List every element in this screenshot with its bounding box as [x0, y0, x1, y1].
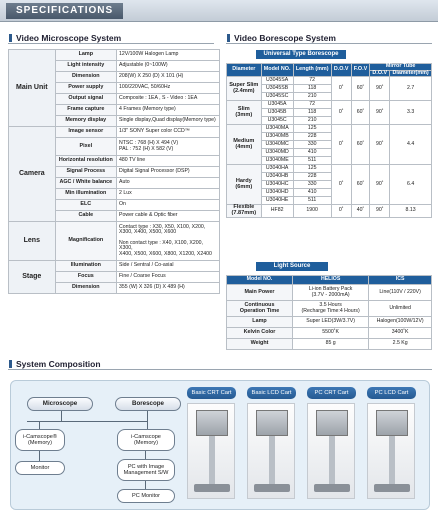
pc-lcd-cart-image — [367, 403, 415, 499]
borescope-mdia: 8.13 — [390, 205, 432, 218]
borescope-length: 228 — [293, 173, 331, 181]
borescope-dov: 0˚ — [331, 205, 351, 218]
light-value: Super LED(3W/3.7V) — [293, 317, 369, 328]
pc-monitor-box: PC Monitor — [117, 489, 175, 503]
borescope-diameter: Slim (3mm) — [227, 101, 262, 125]
light-value: 5500˚K — [293, 328, 369, 339]
light-row — [227, 339, 432, 350]
spec-value: Contact type : X30, X50, X100, X200, X300, X400, X500, X600 Non contact type : X40, X100, X200, X300, X400, X500, X600, X800, X1200, X2400 — [117, 222, 220, 261]
borescope-length: 210 — [293, 93, 331, 101]
spec-value: Single display,Quad display(Memory type) — [117, 116, 220, 127]
spec-value: 100/220VAC, 50/60Hz — [117, 83, 220, 94]
spec-value: 355 (W) X 326 (D) X 489 (H) — [117, 283, 220, 294]
light-header: HELIOS — [293, 276, 369, 285]
borescope-box: Borescope — [115, 397, 181, 411]
borescope-fov: 60˚ — [351, 101, 370, 125]
borescope-model: U3045SA — [261, 77, 293, 85]
light-label: Continuous Operation Time — [227, 301, 293, 317]
page-header — [0, 0, 438, 22]
borescope-dov: 0˚ — [331, 165, 351, 205]
borescope-model: U3045C — [261, 117, 293, 125]
light-value: Li-ion Battery Pack (3.7V - 2000mA) — [293, 285, 369, 301]
borescope-row — [227, 165, 432, 173]
spec-label: Magnification — [55, 222, 116, 261]
light-row — [227, 285, 432, 301]
borescope-model: U3045A — [261, 101, 293, 109]
spec-value: Fine / Coarse Focus — [117, 272, 220, 283]
spec-label: Light intensity — [55, 61, 116, 72]
borescope-fov: 60˚ — [351, 165, 370, 205]
borescope-header-mirror: Mirror Tube — [370, 64, 432, 71]
borescope-length: 228 — [293, 133, 331, 141]
microscope-section-title: Video Microscope System — [8, 32, 214, 44]
spec-label: Memory display — [55, 116, 116, 127]
borescope-dov: 0˚ — [331, 101, 351, 125]
borescope-dov: 0˚ — [331, 125, 351, 165]
spec-row — [9, 261, 220, 272]
borescope-diameter: Medium (4mm) — [227, 125, 262, 165]
spec-value: Adjustable (0~100W) — [117, 61, 220, 72]
light-header: ICS — [369, 276, 432, 285]
borescope-length: 118 — [293, 109, 331, 117]
spec-label: Pixel — [55, 138, 116, 156]
borescope-spec-table — [226, 63, 432, 218]
borescope-header: Diameter(mm) — [390, 70, 432, 77]
spec-value: Digital Signal Processor (DSP) — [117, 167, 220, 178]
pc-crt-cart-image — [307, 403, 355, 499]
spec-label: Lamp — [55, 50, 116, 61]
spec-label: Output signal — [55, 94, 116, 105]
borescope-model: U3040HD — [261, 189, 293, 197]
composition-panel — [10, 380, 430, 510]
basic-lcd-cart-image — [247, 403, 295, 499]
cart-label-pc-crt: PC CRT Cart — [307, 387, 356, 399]
spec-row — [9, 50, 220, 61]
borescope-diameter: Hardy (6mm) — [227, 165, 262, 205]
borescope-length: 125 — [293, 125, 331, 133]
borescope-mdia: 3.3 — [390, 101, 432, 125]
spec-label: Power supply — [55, 83, 116, 94]
spec-label: Focus — [55, 272, 116, 283]
spec-group-label: Main Unit — [9, 50, 56, 127]
light-label: Lamp — [227, 317, 293, 328]
borescope-header: F.O.V — [351, 64, 370, 77]
borescope-model: U3040HC — [261, 181, 293, 189]
borescope-mdia: 2.7 — [390, 77, 432, 101]
borescope-model: HF82 — [261, 205, 293, 218]
spec-value: 2 Lux — [117, 189, 220, 200]
light-header-row — [227, 276, 432, 285]
borescope-mdov: 90˚ — [370, 77, 390, 101]
borescope-model: U3040HE — [261, 197, 293, 205]
cart-label-basic-lcd: Basic LCD Cart — [247, 387, 296, 399]
spec-group-label: Camera — [9, 127, 56, 222]
borescope-row — [227, 205, 432, 218]
borescope-section-title: Video Borescope System — [226, 32, 432, 44]
spec-value: Power cable & Optic fiber — [117, 211, 220, 222]
spec-label: Illumination — [55, 261, 116, 272]
spec-value: Side / Sentral / Co-axial — [117, 261, 220, 272]
light-source-subtitle: Light Source — [256, 262, 328, 271]
light-row — [227, 317, 432, 328]
borescope-model: U3040ME — [261, 157, 293, 165]
light-value: Unlimited — [369, 301, 432, 317]
borescope-length: 511 — [293, 197, 331, 205]
spec-label: Frame capture — [55, 105, 116, 116]
borescope-mdov: 90˚ — [370, 101, 390, 125]
spec-label: Horizontal resolution — [55, 156, 116, 167]
spec-value: On — [117, 200, 220, 211]
light-row — [227, 328, 432, 339]
borescope-model: U3045B — [261, 109, 293, 117]
spec-label: Cable — [55, 211, 116, 222]
borescope-diameter: Super Slim (2.4mm) — [227, 77, 262, 101]
composition-section-title: System Composition — [8, 358, 432, 370]
borescope-length: 511 — [293, 157, 331, 165]
borescope-length: 410 — [293, 149, 331, 157]
spec-label: Min illumination — [55, 189, 116, 200]
microscope-box: Microscope — [27, 397, 93, 411]
cart-label-pc-lcd: PC LCD Cart — [367, 387, 416, 399]
borescope-header: D.O.V — [331, 64, 351, 77]
monitor-box: Monitor — [15, 461, 65, 475]
borescope-model: U3045SC — [261, 93, 293, 101]
spec-label: AGC / White balance — [55, 178, 116, 189]
spec-value: Auto — [117, 178, 220, 189]
spec-value: 480 TV line — [117, 156, 220, 167]
borescope-mdov: 90˚ — [370, 125, 390, 165]
spec-group-label: Stage — [9, 261, 56, 294]
light-header: Model NO. — [227, 276, 293, 285]
page-title: SPECIFICATIONS — [6, 3, 123, 19]
light-source-table — [226, 275, 432, 350]
borescope-row — [227, 125, 432, 133]
borescope-length: 330 — [293, 181, 331, 189]
borescope-dov: 0˚ — [331, 77, 351, 101]
spec-label: Signal Process — [55, 167, 116, 178]
light-value: 3400˚K — [369, 328, 432, 339]
spec-label: Image sensor — [55, 127, 116, 138]
borescope-length: 210 — [293, 117, 331, 125]
borescope-diameter: Flexible (7.87mm) — [227, 205, 262, 218]
spec-value: 12V/100W Halogen Lamp — [117, 50, 220, 61]
borescope-fov: 40˚ — [351, 205, 370, 218]
light-value: 3.5 Hours (Recharge Time:4 Hours) — [293, 301, 369, 317]
borescope-length: 72 — [293, 77, 331, 85]
spec-label: Dimension — [55, 72, 116, 83]
borescope-model: U3040HB — [261, 173, 293, 181]
light-value: 2.5 Kg — [369, 339, 432, 350]
light-value: Halogen(100W/12V) — [369, 317, 432, 328]
light-value: 85 g — [293, 339, 369, 350]
borescope-length: 125 — [293, 165, 331, 173]
basic-crt-cart-image — [187, 403, 235, 499]
microscope-spec-table — [8, 49, 220, 294]
borescope-fov: 60˚ — [351, 125, 370, 165]
spec-row — [9, 127, 220, 138]
icamscope-memory-box-left: i-Camscope® (Memory) — [15, 429, 65, 451]
borescope-model: U3040HA — [261, 165, 293, 173]
pc-image-management-box: PC with Image Management S/W — [117, 459, 175, 481]
borescope-fov: 60˚ — [351, 77, 370, 101]
borescope-model: U3045SB — [261, 85, 293, 93]
spec-label: Dimension — [55, 283, 116, 294]
spec-value: 208(W) X 250 (D) X 101 (H) — [117, 72, 220, 83]
borescope-subtitle: Universal Type Borescope — [256, 50, 346, 59]
borescope-length: 330 — [293, 141, 331, 149]
borescope-mdia: 4.4 — [390, 125, 432, 165]
light-value: Line(110V / 220V) — [369, 285, 432, 301]
borescope-header: Length (mm) — [293, 64, 331, 77]
borescope-model: U3040MB — [261, 133, 293, 141]
borescope-length: 118 — [293, 85, 331, 93]
light-row — [227, 301, 432, 317]
icamscope-memory-box-right: i-Camscope (Memory) — [117, 429, 175, 451]
borescope-model: U3040MC — [261, 141, 293, 149]
borescope-header: D.O.V — [370, 70, 390, 77]
spec-value: Composite : 1EA , S - Video : 1EA — [117, 94, 220, 105]
borescope-mdov: 90˚ — [370, 205, 390, 218]
borescope-length: 72 — [293, 101, 331, 109]
spec-row — [9, 222, 220, 261]
light-label: Weight — [227, 339, 293, 350]
light-label: Kelvin Color — [227, 328, 293, 339]
borescope-length: 1900 — [293, 205, 331, 218]
cart-label-basic-crt: Basic CRT Cart — [187, 387, 236, 399]
borescope-mdov: 90˚ — [370, 165, 390, 205]
spec-value: 1/3" SONY Super color CCD™ — [117, 127, 220, 138]
spec-value: 4 Frames (Memory type) — [117, 105, 220, 116]
borescope-header: Model NO. — [261, 64, 293, 77]
borescope-header: Diameter — [227, 64, 262, 77]
borescope-row — [227, 101, 432, 109]
borescope-model: U3040MA — [261, 125, 293, 133]
spec-label: ELC — [55, 200, 116, 211]
spec-group-label: Lens — [9, 222, 56, 261]
borescope-length: 410 — [293, 189, 331, 197]
light-label: Main Power — [227, 285, 293, 301]
borescope-row — [227, 77, 432, 85]
borescope-model: U3040MD — [261, 149, 293, 157]
spec-value: NTSC : 768 (H) X 494 (V) PAL : 752 (H) X 582 (V) — [117, 138, 220, 156]
borescope-mdia: 6.4 — [390, 165, 432, 205]
